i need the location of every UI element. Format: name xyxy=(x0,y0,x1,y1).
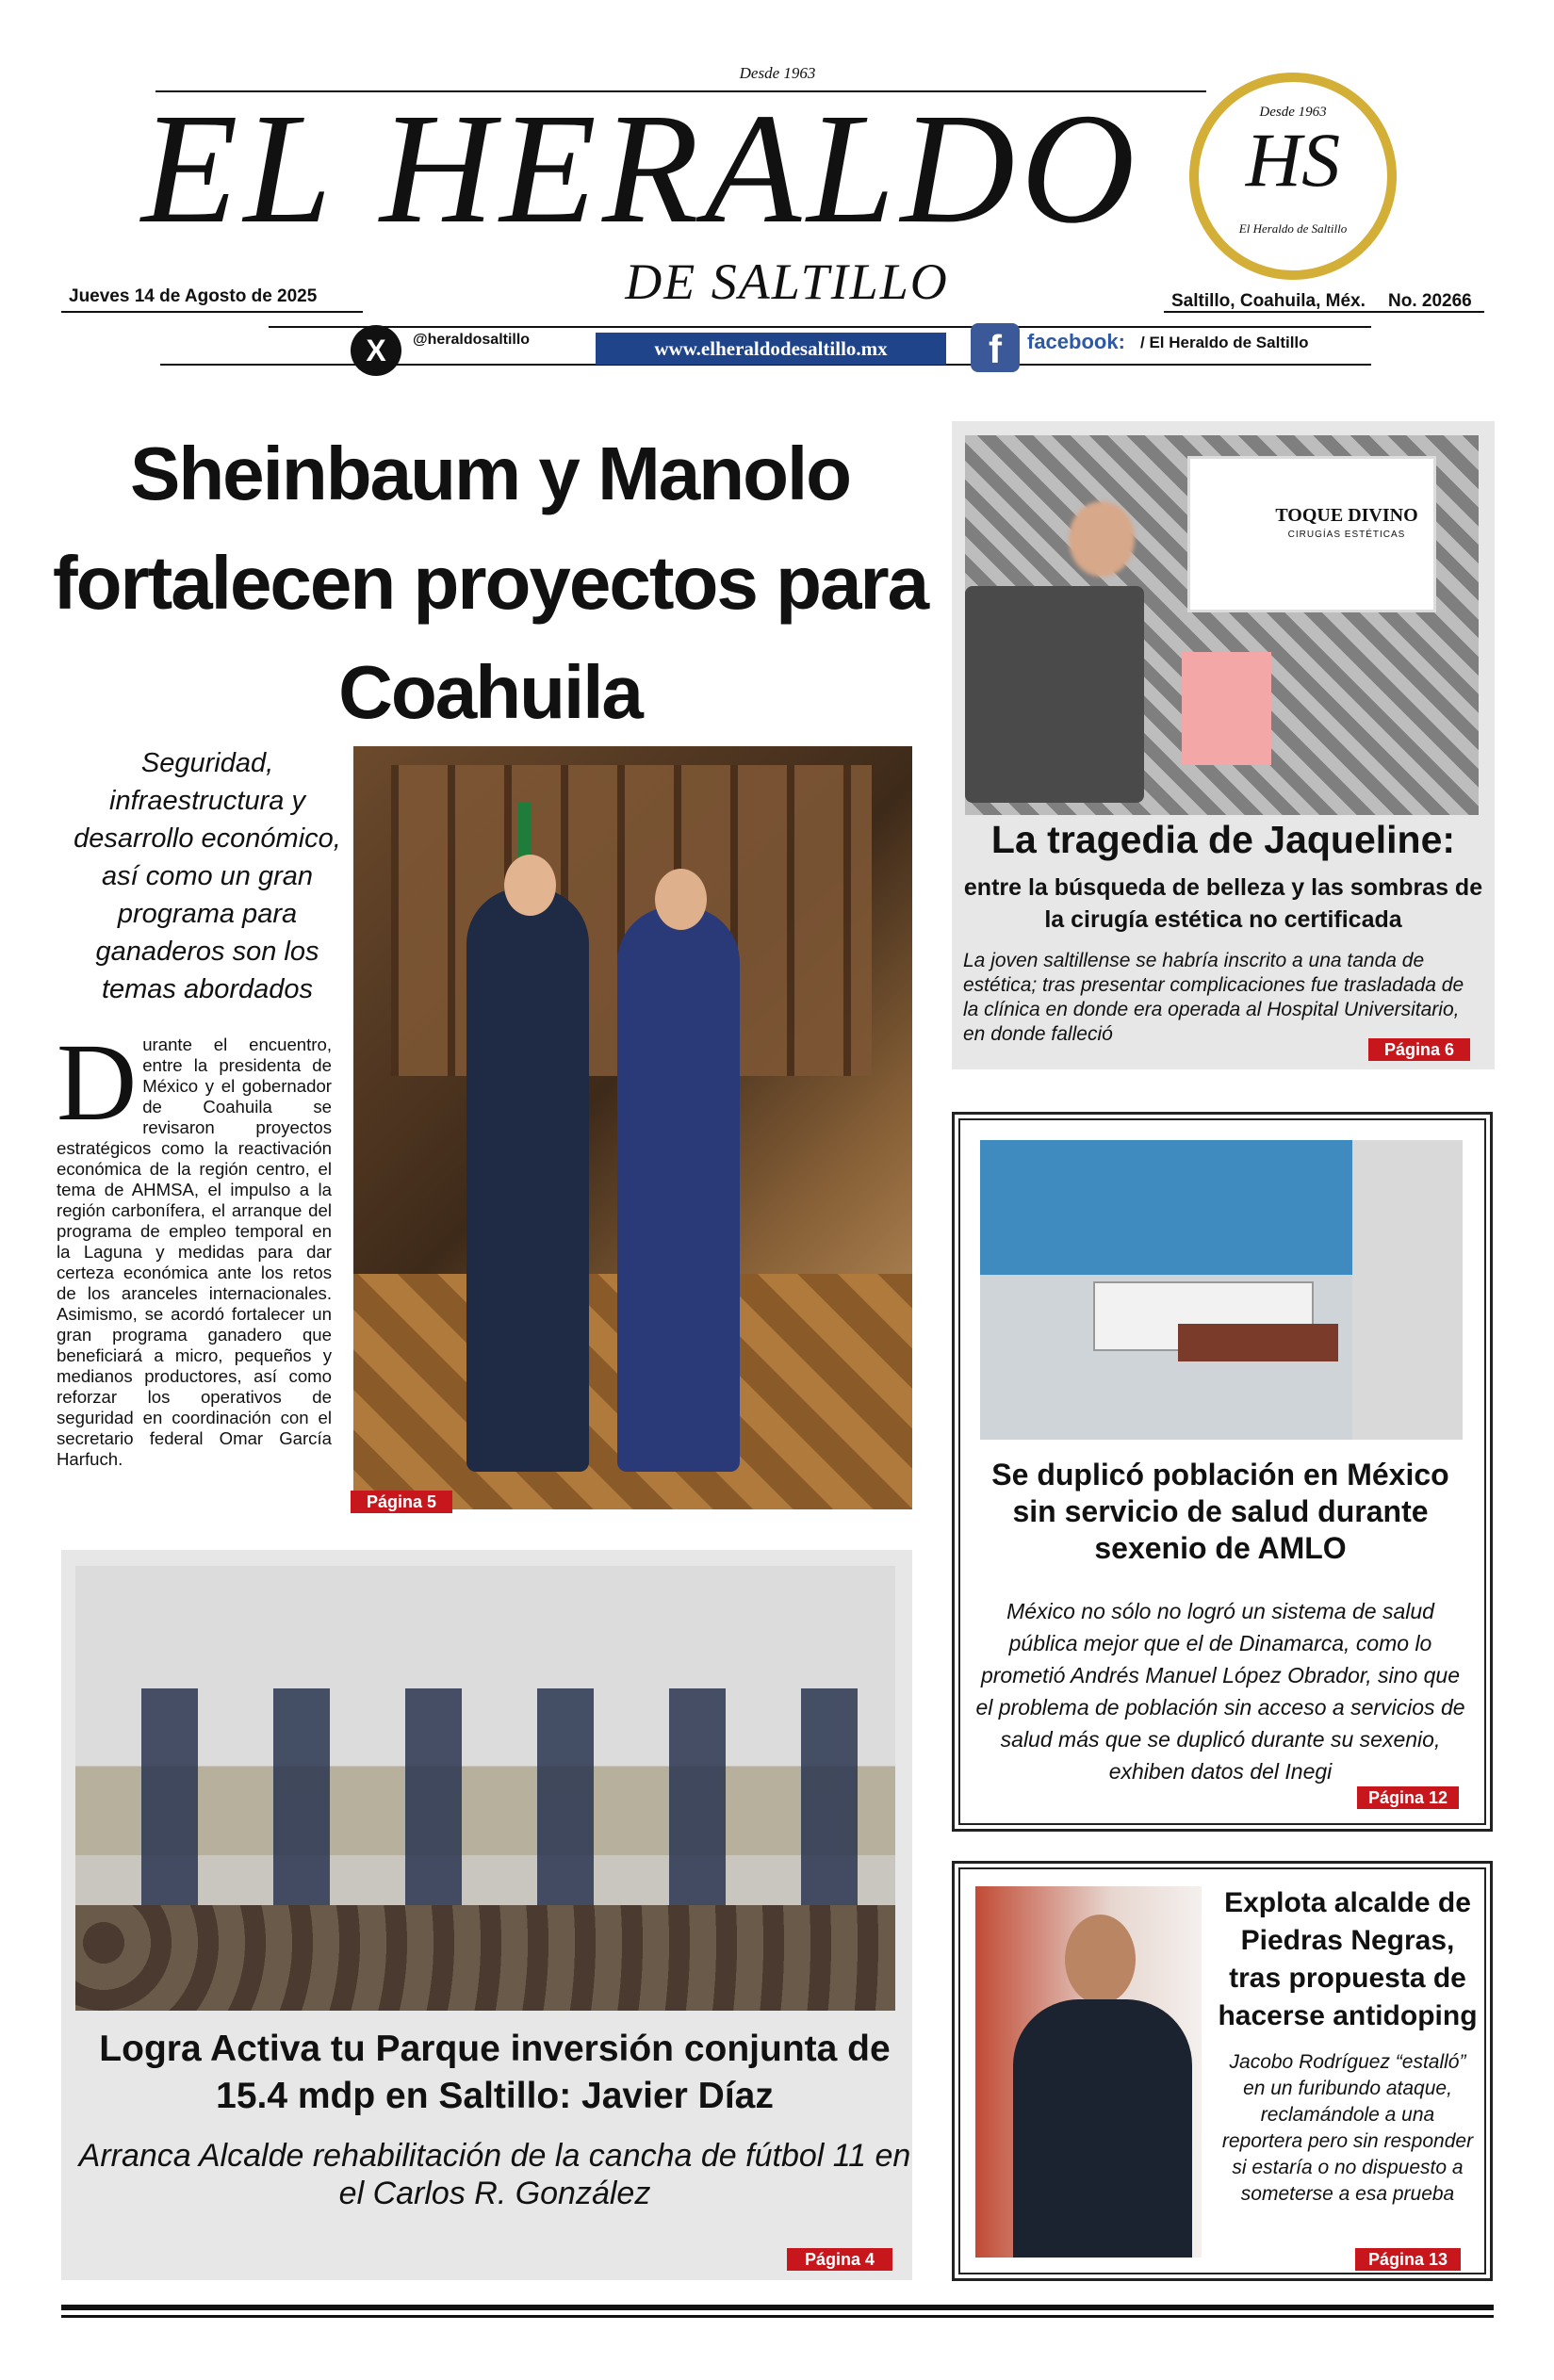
parque-headline[interactable]: Logra Activa tu Parque inversión conjunta de 15.4 mdp en Saltillo: Javier Díaz xyxy=(99,2029,891,2116)
newspaper-logo xyxy=(1189,73,1397,280)
x-handle-link[interactable]: @heraldosaltillo xyxy=(413,332,531,348)
salud-body: México no sólo no logró un sistema de salud pública mejor que el de Dinamarca, como lo prometió Andrés Manuel López Obrador, sino que el problema de población sin acceso a servicios de salud más que se duplicó durante su sexenio, exhiben datos del Inegi xyxy=(975,1599,1465,1784)
issue-number: No. 20266 xyxy=(1388,291,1472,311)
masthead-title: EL HERALDO xyxy=(141,81,1141,256)
main-body-text: urante el encuentro, entre la presidenta de México y el gobernador de Coahuila se revisaron proyectos estratégicos como la reactivación económica de la región centro, el tema de AHMSA, el impulso a la región carbonífera, el arranque del programa de empleo temporal en la Laguna y medidas para dar certeza económica ante los retos de los aranceles internacionales. Asimismo, se acordó fortalecer un gran programa ganadero que beneficiará a micro, pequeños y medianos productores, así como reforzar los operativos de seguridad en coordinación con el secretario federal Omar García Harfuch. xyxy=(57,1035,332,1469)
footer-rule-thick xyxy=(61,2305,1494,2310)
facebook-page-name[interactable]: / El Heraldo de Saltillo xyxy=(1140,334,1309,351)
toque-divino-sub: CIRUGÍAS ESTÉTICAS xyxy=(1287,530,1406,540)
website-link[interactable]: www.elheraldodesaltillo.mx xyxy=(596,333,946,365)
x-icon[interactable]: X xyxy=(351,325,401,376)
parque-page-tag[interactable]: Página 4 xyxy=(787,2248,892,2271)
main-headline[interactable]: Sheinbaum y Manolo fortalecen proyectos para Coahuila xyxy=(52,432,928,734)
masthead-subtitle: DE SALTILLO xyxy=(625,253,949,310)
main-body xyxy=(57,1020,332,1470)
salud-headline[interactable]: Se duplicó población en México sin servicio de salud durante sexenio de AMLO xyxy=(991,1458,1449,1565)
logo-since: Desde 1963 xyxy=(1259,105,1327,120)
jaqueline-page-tag[interactable]: Página 6 xyxy=(1368,1038,1470,1061)
salud-page-tag[interactable]: Página 12 xyxy=(1357,1786,1459,1809)
masthead-rule-right xyxy=(1164,311,1484,313)
main-page-tag[interactable]: Página 5 xyxy=(351,1491,452,1513)
logo-monogram: HS xyxy=(1245,117,1341,203)
jaqueline-body: La joven saltillense se habría inscrito a una tanda de estética; tras presentar complicaciones fue trasladada de la clínica en donde era operada al Hospital Universitario, en donde falleció xyxy=(963,950,1464,1045)
alcalde-headline[interactable]: Explota alcalde de Piedras Negras, tras propuesta de hacerse antidoping xyxy=(1218,1887,1478,2031)
masthead-rule-left xyxy=(61,311,363,313)
footer-rule-thin xyxy=(61,2315,1494,2318)
masthead-rule-upper xyxy=(269,326,1371,328)
parque-subhead: Arranca Alcalde rehabilitación de la cancha de fútbol 11 en el Carlos R. González xyxy=(78,2138,911,2211)
jaqueline-headline[interactable]: La tragedia de Jaqueline: xyxy=(990,818,1456,861)
hospital-photo xyxy=(980,1140,1463,1440)
alcalde-page-tag[interactable]: Página 13 xyxy=(1355,2248,1461,2271)
dropcap: D xyxy=(57,1020,138,1144)
logo-text: El Heraldo de Saltillo xyxy=(1238,221,1348,236)
jaqueline-photo xyxy=(965,435,1479,815)
alcalde-photo xyxy=(975,1886,1202,2258)
masthead-since: Desde 1963 xyxy=(739,64,816,82)
alcalde-body: Jacobo Rodríguez “estalló” en un furibundo ataque, reclamándole a una reportera pero sin responder si estaría o no dispuesto a someterse a esa prueba xyxy=(1221,2051,1474,2205)
main-deck: Seguridad, infraestructura y desarrollo económico, así como un gran programa para ganaderos son los temas abordados xyxy=(74,748,341,1004)
facebook-label[interactable]: facebook: xyxy=(1027,330,1125,353)
parque-photo xyxy=(75,1566,895,2011)
issue-date: Jueves 14 de Agosto de 2025 xyxy=(69,286,318,306)
issue-place: Saltillo, Coahuila, Méx. xyxy=(1171,291,1366,311)
jaqueline-subhead: entre la búsqueda de belleza y las sombras de la cirugía estética no certificada xyxy=(963,874,1483,933)
toque-divino-sign: TOQUE DIVINO xyxy=(1275,505,1418,526)
facebook-icon[interactable]: f xyxy=(971,323,1020,372)
main-story-photo xyxy=(353,746,912,1509)
